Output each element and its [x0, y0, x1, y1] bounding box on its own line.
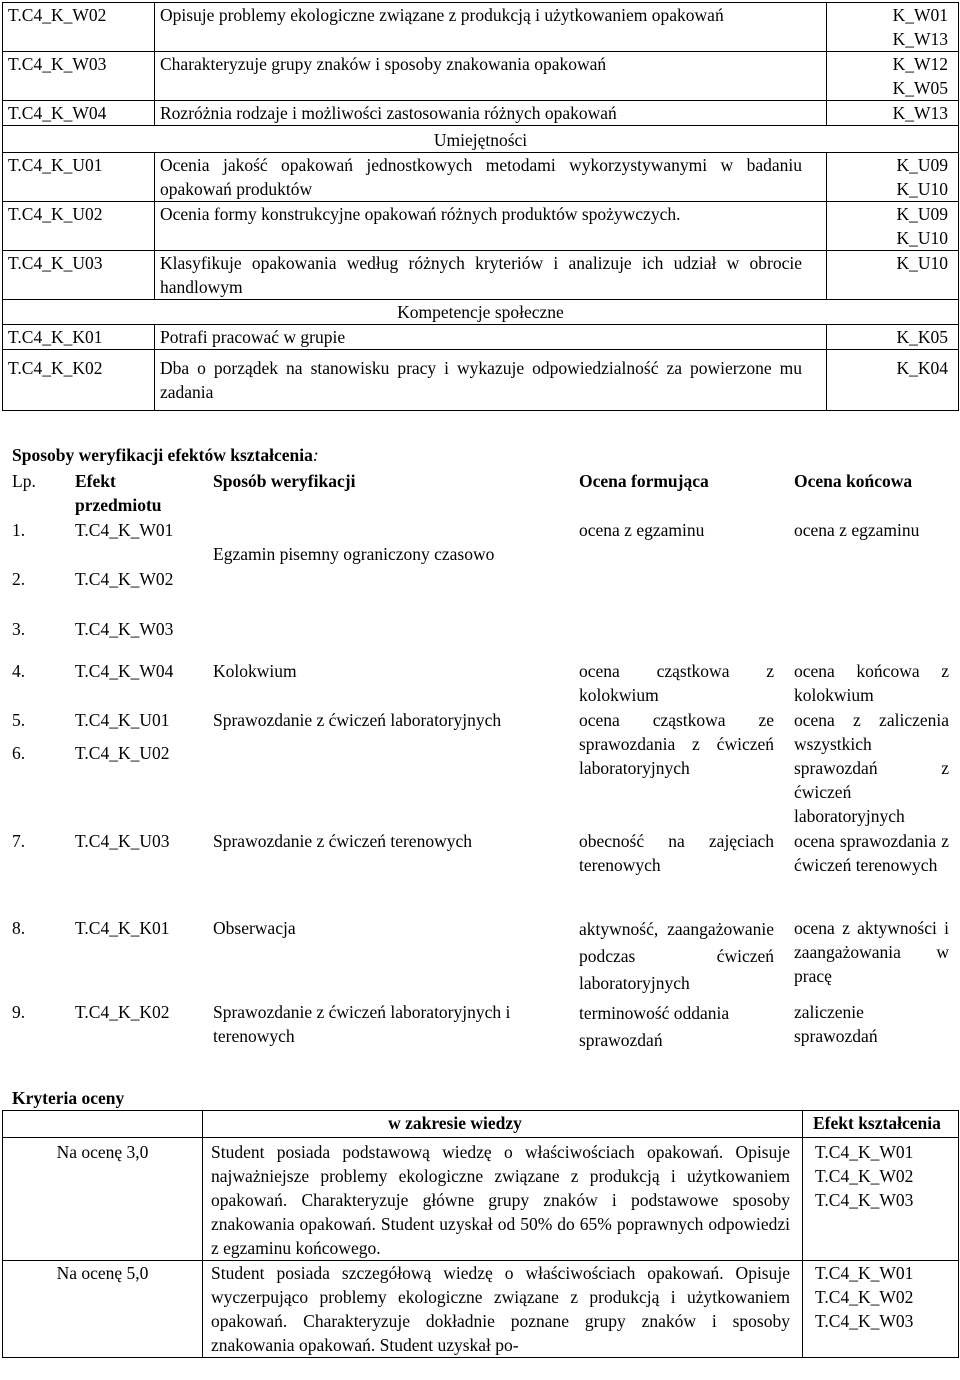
criteria-grade: Na ocenę 5,0	[3, 1261, 203, 1358]
table-row	[3, 101, 959, 126]
effect-code: T.C4_K_W04	[3, 101, 155, 126]
table-row	[3, 325, 959, 350]
row-lp: 3.	[12, 619, 26, 639]
effect-refs: K_U09 K_U10	[827, 153, 959, 202]
effect-refs: K_W13	[827, 101, 959, 126]
row-lp: 9.	[12, 1002, 26, 1022]
row-method: Sprawozdanie z ćwiczeń terenowych	[213, 831, 472, 851]
row-effect-code: T.C4_K_K02	[75, 1002, 170, 1022]
criteria-header-empty	[3, 1111, 203, 1138]
row-formative: ocena z egzaminu	[579, 520, 705, 540]
criteria-header-scope: w zakresie wiedzy	[203, 1111, 803, 1138]
section-social-heading: Kompetencje społeczne	[3, 300, 959, 325]
effect-description: Rozróżnia rodzaje i możliwości zastosowania różnych opakowań	[155, 101, 827, 126]
effect-code: T.C4_K_W03	[3, 52, 155, 101]
header-formative: Ocena formująca	[579, 471, 709, 491]
effect-refs: K_W01 K_W13	[827, 3, 959, 52]
table-row	[3, 52, 959, 101]
row-method: Kolokwium	[213, 661, 297, 681]
row-final: ocena z zaliczenia wszystkich sprawozdań z ćwiczeń laboratoryjnych	[794, 710, 949, 826]
effect-code: T.C4_K_K02	[3, 350, 155, 411]
table-row	[3, 3, 959, 52]
effect-description: Opisuje problemy ekologiczne związane z produkcją i użytkowaniem opakowań	[155, 3, 827, 52]
row-lp: 6.	[12, 743, 26, 763]
row-formative: ocena cząstkowa z kolokwium	[579, 661, 774, 705]
table-row	[3, 1261, 959, 1358]
criteria-effects: T.C4_K_W01 T.C4_K_W02 T.C4_K_W03	[803, 1138, 959, 1261]
effect-refs: K_K04	[827, 350, 959, 411]
row-effect-code: T.C4_K_U02	[75, 743, 170, 763]
row-lp: 2.	[12, 569, 26, 589]
effects-table	[2, 2, 959, 411]
row-method: Sprawozdanie z ćwiczeń laboratoryjnych	[213, 710, 502, 730]
row-final: ocena końcowa z kolokwium	[794, 661, 949, 705]
row-method: Egzamin pisemny ograniczony czasowo	[213, 544, 495, 564]
header-method: Sposób weryfikacji	[213, 471, 356, 491]
row-lp: 5.	[12, 710, 26, 730]
effect-refs: K_U10	[827, 251, 959, 300]
effect-description: Klasyfikuje opakowania według różnych kryteriów i analizuje ich udział w obrocie handlowym	[155, 251, 827, 300]
criteria-effects: T.C4_K_W01 T.C4_K_W02 T.C4_K_W03	[803, 1261, 959, 1358]
row-effect-code: T.C4_K_W04	[75, 661, 174, 681]
row-formative: ocena cząstkowa ze sprawozdania z ćwiczeń laboratoryjnych	[579, 710, 774, 778]
header-final: Ocena końcowa	[794, 471, 913, 491]
row-effect-code: T.C4_K_W02	[75, 569, 174, 589]
row-lp: 8.	[12, 918, 26, 938]
row-lp: 1.	[12, 520, 26, 540]
row-effect-code: T.C4_K_U03	[75, 831, 170, 851]
effect-code: T.C4_K_U03	[3, 251, 155, 300]
criteria-grade: Na ocenę 3,0	[3, 1138, 203, 1261]
row-effect-code: T.C4_K_W01	[75, 520, 174, 540]
row-effect-code: T.C4_K_U01	[75, 710, 170, 730]
row-method: Obserwacja	[213, 918, 296, 938]
criteria-title: Kryteria oceny	[12, 1088, 125, 1108]
table-row	[3, 153, 959, 202]
table-row	[3, 1138, 959, 1261]
effect-code: T.C4_K_W02	[3, 3, 155, 52]
criteria-text: Student posiada szczegółową wiedzę o właściwościach opakowań. Opisuje wyczerpująco problemy ekologiczne związane z produkcją i użytkowaniem opakowań. Charakteryzuje dokładnie poznane grupy znaków i sposoby znakowania opakowań. Student uzyskał po-	[203, 1261, 803, 1358]
effect-description: Ocenia formy konstrukcyjne opakowań różnych produktów spożywczych.	[155, 202, 827, 251]
row-final: ocena z aktywności i zaangażowania w pracę	[794, 918, 949, 986]
row-lp: 7.	[12, 831, 26, 851]
effect-code: T.C4_K_K01	[3, 325, 155, 350]
criteria-text: Student posiada podstawową wiedzę o właściwościach opakowań. Opisuje najważniejsze problemy ekologiczne związane z produkcją i użytkowaniem opakowań. Charakteryzuje główne grupy znaków i podstawowe sposoby znakowania opakowań. Student uzyskał od 50% do 65% poprawnych odpowiedzi z egzaminu końcowego.	[203, 1138, 803, 1261]
row-lp: 4.	[12, 661, 26, 681]
row-effect-code: T.C4_K_W03	[75, 619, 174, 639]
header-effect: Efekt przedmiotu	[75, 471, 162, 515]
header-lp: Lp.	[12, 471, 36, 491]
row-formative: obecność na zajęciach terenowych	[579, 831, 774, 875]
row-final: ocena z egzaminu	[794, 520, 920, 540]
effect-code: T.C4_K_U01	[3, 153, 155, 202]
effect-code: T.C4_K_U02	[3, 202, 155, 251]
effect-description: Potrafi pracować w grupie	[155, 325, 827, 350]
row-final: zaliczenie sprawozdań	[794, 1002, 878, 1046]
effect-description: Dba o porządek na stanowisku pracy i wykazuje odpowiedzialność za powierzone mu zadania	[155, 350, 827, 411]
effect-refs: K_U09 K_U10	[827, 202, 959, 251]
verification-title	[12, 443, 319, 467]
row-formative: terminowość oddania sprawozdań	[579, 1003, 730, 1050]
section-row	[3, 126, 959, 153]
row-final: ocena sprawozdania z ćwiczeń terenowych	[794, 831, 949, 875]
table-row	[3, 350, 959, 411]
row-formative: aktywność, zaangażowanie podczas ćwiczeń laboratoryjnych	[579, 919, 774, 993]
criteria-header-effect: Efekt kształcenia	[803, 1111, 959, 1138]
effect-refs: K_W12 K_W05	[827, 52, 959, 101]
criteria-table	[2, 1110, 959, 1358]
effect-refs: K_K05	[827, 325, 959, 350]
criteria-header-row	[3, 1111, 959, 1138]
row-method: Sprawozdanie z ćwiczeń laboratoryjnych i terenowych	[213, 1002, 511, 1046]
verification-title-suffix: :	[312, 445, 319, 465]
table-row	[3, 202, 959, 251]
effect-description: Ocenia jakość opakowań jednostkowych metodami wykorzystywanymi w badaniu opakowań produktów	[155, 153, 827, 202]
table-row	[3, 251, 959, 300]
row-effect-code: T.C4_K_K01	[75, 918, 170, 938]
section-row	[3, 300, 959, 325]
section-skills-heading: Umiejętności	[3, 126, 959, 153]
effect-description: Charakteryzuje grupy znaków i sposoby znakowania opakowań	[155, 52, 827, 101]
verification-title-text: Sposoby weryfikacji efektów kształcenia	[12, 445, 313, 465]
